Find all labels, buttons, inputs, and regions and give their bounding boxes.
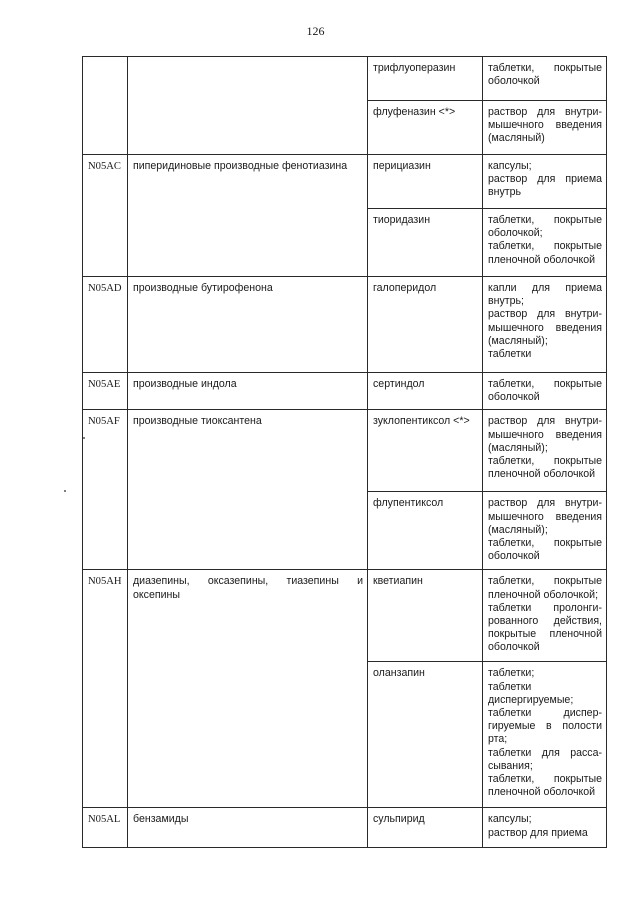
dosage-form-line: мышечного введения — [488, 428, 602, 441]
dosage-form-line: таблетки, покрытые — [488, 378, 602, 390]
dosage-form-line: оболочкой — [488, 391, 540, 404]
anatomical-group-cell: производные тиоксантена — [128, 410, 368, 570]
dosage-form-line: пленочной оболочкой — [488, 253, 596, 266]
anatomical-group-cell: производные бутирофенона — [128, 277, 368, 373]
drug-name-cell: кветиапин — [368, 570, 483, 662]
dosage-form-line: (масляный); — [488, 441, 548, 454]
dosage-form-line: таблетки, покрытые — [488, 455, 602, 468]
drug-table — [82, 56, 607, 848]
scan-speck — [83, 437, 85, 439]
dosage-form-cell — [483, 373, 607, 410]
dosage-form-line: таблетки, покрытые — [488, 537, 602, 550]
dosage-form-line: мышечного введения — [488, 119, 602, 132]
dosage-form-line: таблетки; — [488, 667, 535, 680]
anatomical-group-cell: бензамиды — [128, 808, 368, 848]
dosage-form-line: раствор для внутри- — [488, 415, 602, 428]
dosage-form-line: оболочкой; — [488, 227, 543, 240]
drug-name-cell: сертиндол — [368, 373, 483, 410]
dosage-form-line: мышечного введения — [488, 510, 602, 523]
page-number: 126 — [306, 24, 325, 38]
dosage-form-line: капсулы; — [488, 813, 532, 826]
dosage-form-line: таблетки диспер- — [488, 707, 602, 720]
dosage-form-line: таблетки, покрытые — [488, 773, 602, 786]
table-row — [83, 277, 607, 373]
table-row — [83, 808, 607, 848]
table-row — [83, 373, 607, 410]
drug-name-cell: сульпирид — [368, 808, 483, 848]
table-row — [83, 57, 607, 101]
dosage-form-line: мышечного введения — [488, 321, 602, 334]
drug-name-cell: перициазин — [368, 155, 483, 209]
dosage-form-line: таблетки пролонги- — [488, 601, 602, 614]
dosage-form-line: таблетки, покрытые — [488, 62, 602, 74]
dosage-form-line: раствор для приема — [488, 173, 602, 186]
dosage-form-cell — [483, 410, 607, 492]
dosage-form-line: (масляный); — [488, 523, 548, 536]
dosage-form-line: пленочной оболочкой — [488, 786, 596, 799]
dosage-form-line: раствор для внутри- — [488, 106, 602, 118]
dosage-form-cell — [483, 662, 607, 808]
atc-code-cell: N05AE — [83, 373, 128, 410]
atc-code-cell: N05AL — [83, 808, 128, 848]
dosage-form-cell — [483, 277, 607, 373]
drug-table-body — [83, 57, 607, 848]
dosage-form-line: оболочкой — [488, 75, 540, 88]
dosage-form-line: сывания; — [488, 759, 533, 772]
atc-code-cell: N05AF — [83, 410, 128, 570]
dosage-form-line: таблетки, покрытые — [488, 214, 602, 226]
drug-name-cell: зуклопентиксол <*> — [368, 410, 483, 492]
table-row — [83, 155, 607, 209]
dosage-form-line: оболочкой — [488, 641, 540, 654]
drug-name-cell: галоперидол — [368, 277, 483, 373]
drug-name-cell: тиоридазин — [368, 209, 483, 277]
dosage-form-line: таблетки для расса- — [488, 746, 602, 759]
dosage-form-line: рованного действия, — [488, 615, 602, 628]
dosage-form-line: диспергируемые; — [488, 693, 574, 706]
dosage-form-line: таблетки — [488, 680, 532, 693]
dosage-form-cell — [483, 808, 607, 848]
dosage-form-line: капли для приема — [488, 282, 602, 294]
dosage-form-line: (масляный); — [488, 334, 548, 347]
dosage-form-line: пленочной оболочкой; — [488, 588, 599, 601]
dosage-form-cell — [483, 57, 607, 101]
dosage-form-cell — [483, 209, 607, 277]
dosage-form-cell — [483, 101, 607, 155]
table-row — [83, 570, 607, 662]
atc-code-cell — [83, 57, 128, 155]
drug-name-cell: оланзапин — [368, 662, 483, 808]
drug-name-cell: флуфеназин <*> — [368, 101, 483, 155]
dosage-form-line: таблетки, покрытые — [488, 240, 602, 253]
dosage-form-line: покрытые пленочной — [488, 628, 602, 641]
atc-code-cell: N05AD — [83, 277, 128, 373]
dosage-form-line: раствор для приема — [488, 826, 588, 839]
dosage-form-cell — [483, 570, 607, 662]
dosage-form-cell — [483, 155, 607, 209]
dosage-form-line: таблетки — [488, 348, 532, 361]
anatomical-group-cell: производные индола — [128, 373, 368, 410]
dosage-form-line: раствор для внутри- — [488, 308, 602, 321]
drug-name-cell: флупентиксол — [368, 492, 483, 570]
dosage-form-line: внутрь; — [488, 295, 524, 308]
dosage-form-line: пленочной оболочкой — [488, 468, 596, 481]
anatomical-group-cell: пиперидиновые производные фенотиазина — [128, 155, 368, 277]
dosage-form-line: внутрь — [488, 186, 522, 199]
dosage-form-line: оболочкой — [488, 550, 540, 563]
dosage-form-cell — [483, 492, 607, 570]
dosage-form-line: капсулы; — [488, 160, 532, 172]
dosage-form-line: раствор для внутри- — [488, 497, 602, 510]
dosage-form-line: таблетки, покрытые — [488, 575, 602, 588]
drug-name-cell: трифлуоперазин — [368, 57, 483, 101]
table-row — [83, 410, 607, 492]
atc-code-cell: N05AC — [83, 155, 128, 277]
dosage-form-line: рта; — [488, 733, 508, 746]
atc-code-cell: N05AH — [83, 570, 128, 808]
dosage-form-line: гируемые в полости — [488, 720, 602, 733]
anatomical-group-cell: диазепины, оксазепины, тиазепины и оксепины — [128, 570, 368, 808]
dosage-form-line: (масляный) — [488, 132, 545, 145]
anatomical-group-cell — [128, 57, 368, 155]
scan-speck — [64, 490, 66, 492]
